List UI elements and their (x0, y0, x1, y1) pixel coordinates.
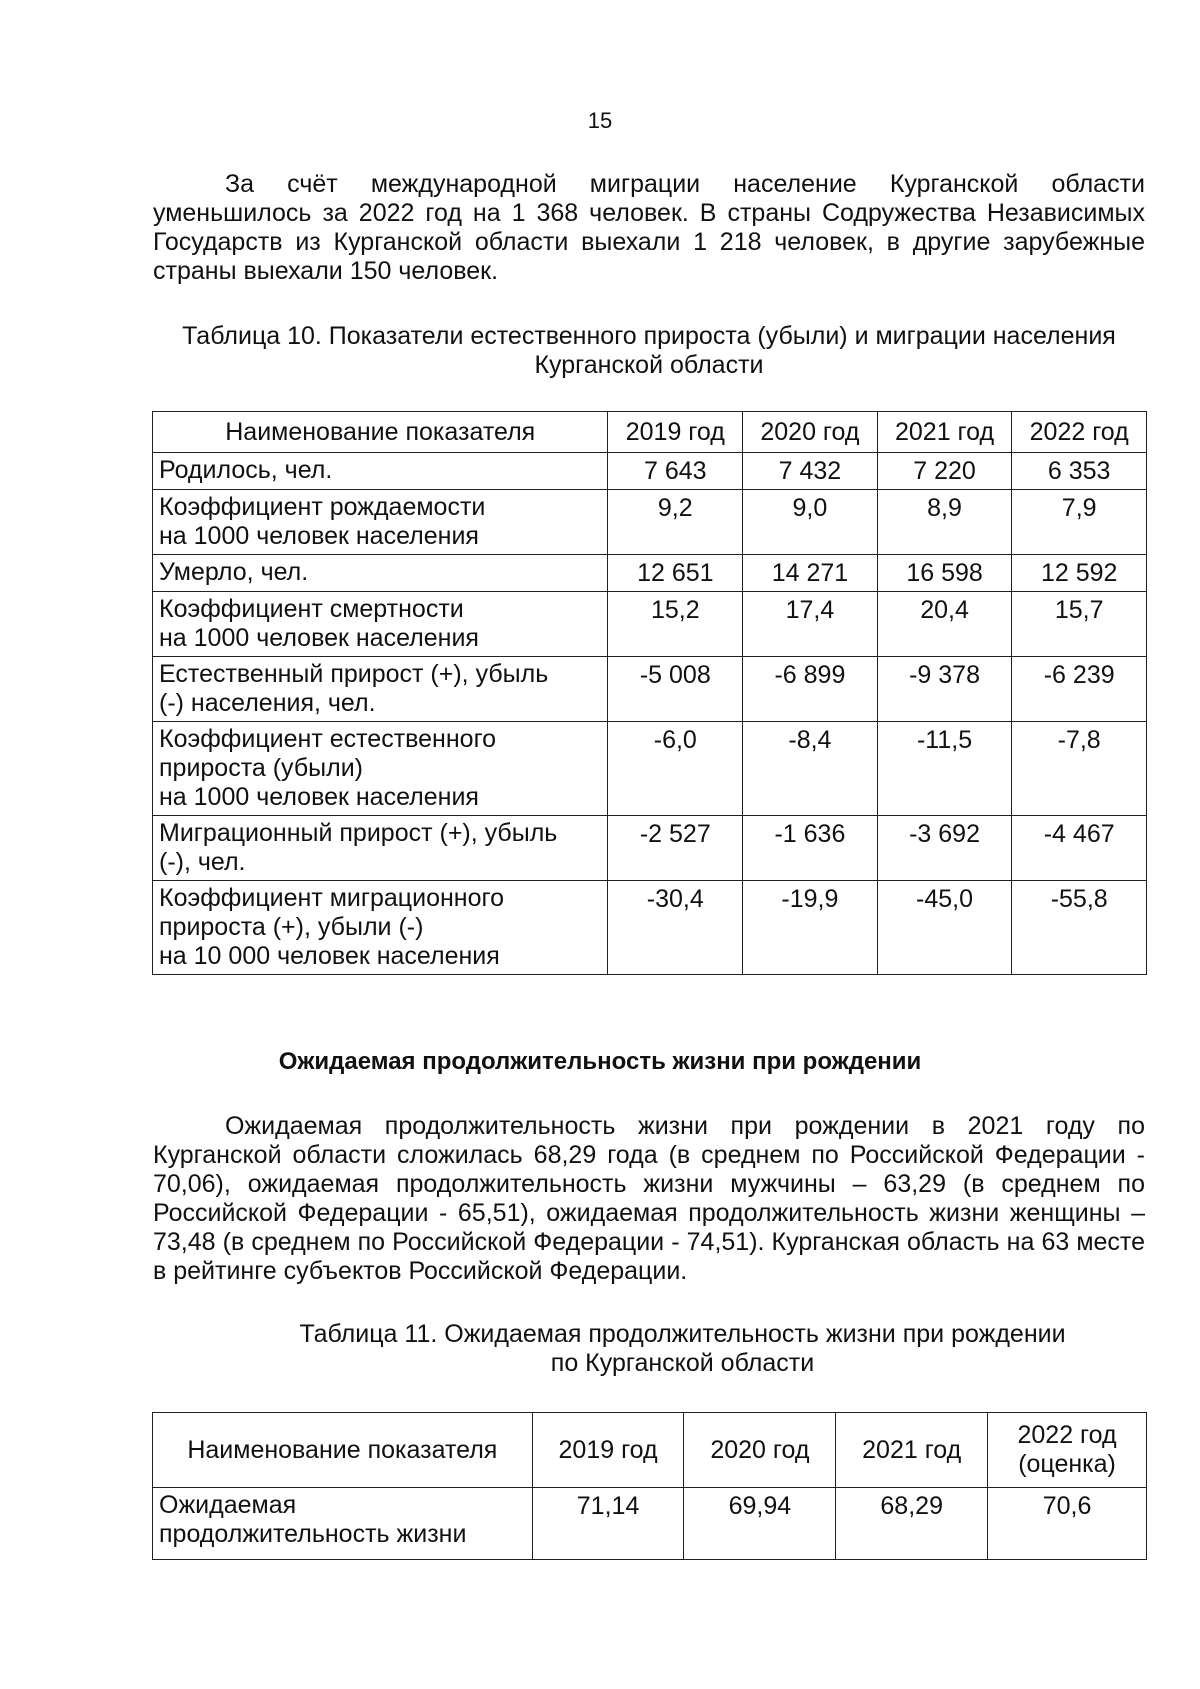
section-heading: Ожидаемая продолжительность жизни при рождении (278, 1048, 922, 1075)
cell-value: 9,0 (743, 490, 878, 555)
row-label: Коэффициент рождаемости на 1000 человек населения (153, 490, 608, 555)
row-label: Родилось, чел. (153, 453, 608, 490)
cell-value: -4 467 (1012, 816, 1147, 881)
table-row (153, 555, 1147, 592)
cell-value: -5 008 (608, 657, 743, 722)
table11-caption (270, 1320, 1095, 1378)
header-indicator-name: Наименование показателя (153, 1413, 533, 1488)
header-2022-estimate: 2022 год (оценка) (988, 1413, 1147, 1488)
header-2020: 2020 год (684, 1413, 836, 1488)
cell-value: 71,14 (532, 1488, 684, 1560)
table-header-row (153, 412, 1147, 453)
header-indicator-name: Наименование показателя (153, 412, 608, 453)
cell-value: -6 239 (1012, 657, 1147, 722)
cell-value: -9 378 (877, 657, 1012, 722)
cell-value: 6 353 (1012, 453, 1147, 490)
table-header-row (153, 1413, 1147, 1488)
cell-value: 15,7 (1012, 592, 1147, 657)
header-2021: 2021 год (836, 1413, 988, 1488)
table-row (153, 490, 1147, 555)
table11-caption-line1: Таблица 11. Ожидаемая продолжительность жизни при рождении (299, 1320, 1066, 1348)
cell-value: -6,0 (608, 722, 743, 816)
row-label: Естественный прирост (+), убыль (-) населения, чел. (153, 657, 608, 722)
table10-caption (153, 322, 1145, 380)
cell-value: -2 527 (608, 816, 743, 881)
header-2020: 2020 год (743, 412, 878, 453)
cell-value: 12 651 (608, 555, 743, 592)
cell-value: 12 592 (1012, 555, 1147, 592)
cell-value: 15,2 (608, 592, 743, 657)
table-row (153, 592, 1147, 657)
cell-value: -7,8 (1012, 722, 1147, 816)
row-label: Миграционный прирост (+), убыль (-), чел. (153, 816, 608, 881)
cell-value: -55,8 (1012, 881, 1147, 975)
cell-value: -3 692 (877, 816, 1012, 881)
cell-value: -11,5 (877, 722, 1012, 816)
header-2019: 2019 год (608, 412, 743, 453)
cell-value: 69,94 (684, 1488, 836, 1560)
row-label: Коэффициент естественного прироста (убыли) на 1000 человек населения (153, 722, 608, 816)
row-label: Коэффициент миграционного прироста (+), убыли (-) на 10 000 человек населения (153, 881, 608, 975)
row-label: Коэффициент смертности на 1000 человек населения (153, 592, 608, 657)
intro-paragraph: За счёт международной миграции население Курганской области уменьшилось за 2022 год на 1 368 человек. В страны Содружества Независимых Государств из Курганской области выехали 1 218 человек, в другие зарубежные страны выехали 150 человек. (153, 170, 1145, 285)
life-expectancy-paragraph: Ожидаемая продолжительность жизни при рождении в 2021 году по Курганской области сложилась 68,29 года (в среднем по Российской Федерации - 70,06), ожидаемая продолжительность жизни мужчины – 63,29 (в среднем по Российской Федерации - 65,51), ожидаемая продолжительность жизни женщины – 73,48 (в среднем по Российской Федерации - 74,51). Курганская область на 63 месте в рейтинге субъектов Российской Федерации. (153, 1112, 1145, 1285)
cell-value: 8,9 (877, 490, 1012, 555)
table-row (153, 657, 1147, 722)
table-row (153, 453, 1147, 490)
cell-value: 14 271 (743, 555, 878, 592)
header-2021: 2021 год (877, 412, 1012, 453)
header-2019: 2019 год (532, 1413, 684, 1488)
cell-value: 7 432 (743, 453, 878, 490)
table-row (153, 722, 1147, 816)
cell-value: -8,4 (743, 722, 878, 816)
table-10 (152, 411, 1147, 975)
cell-value: -6 899 (743, 657, 878, 722)
table-row (153, 1488, 1147, 1560)
table10-caption-line1: Таблица 10. Показатели естественного прироста (убыли) и миграции населения (182, 322, 1116, 350)
cell-value: -30,4 (608, 881, 743, 975)
row-label: Умерло, чел. (153, 555, 608, 592)
cell-value: 70,6 (988, 1488, 1147, 1560)
page-number: 15 (587, 108, 613, 133)
cell-value: -45,0 (877, 881, 1012, 975)
cell-value: 7,9 (1012, 490, 1147, 555)
table-row (153, 881, 1147, 975)
table10-caption-line2: Курганской области (534, 351, 764, 379)
cell-value: 9,2 (608, 490, 743, 555)
cell-value: 16 598 (877, 555, 1012, 592)
cell-value: -19,9 (743, 881, 878, 975)
cell-value: 68,29 (836, 1488, 988, 1560)
cell-value: 7 220 (877, 453, 1012, 490)
cell-value: -1 636 (743, 816, 878, 881)
cell-value: 17,4 (743, 592, 878, 657)
table-11 (152, 1412, 1147, 1560)
cell-value: 20,4 (877, 592, 1012, 657)
cell-value: 7 643 (608, 453, 743, 490)
table11-caption-line2: по Курганской области (550, 1349, 815, 1377)
table-row (153, 816, 1147, 881)
row-label: Ожидаемая продолжительность жизни (153, 1488, 533, 1560)
header-2022: 2022 год (1012, 412, 1147, 453)
